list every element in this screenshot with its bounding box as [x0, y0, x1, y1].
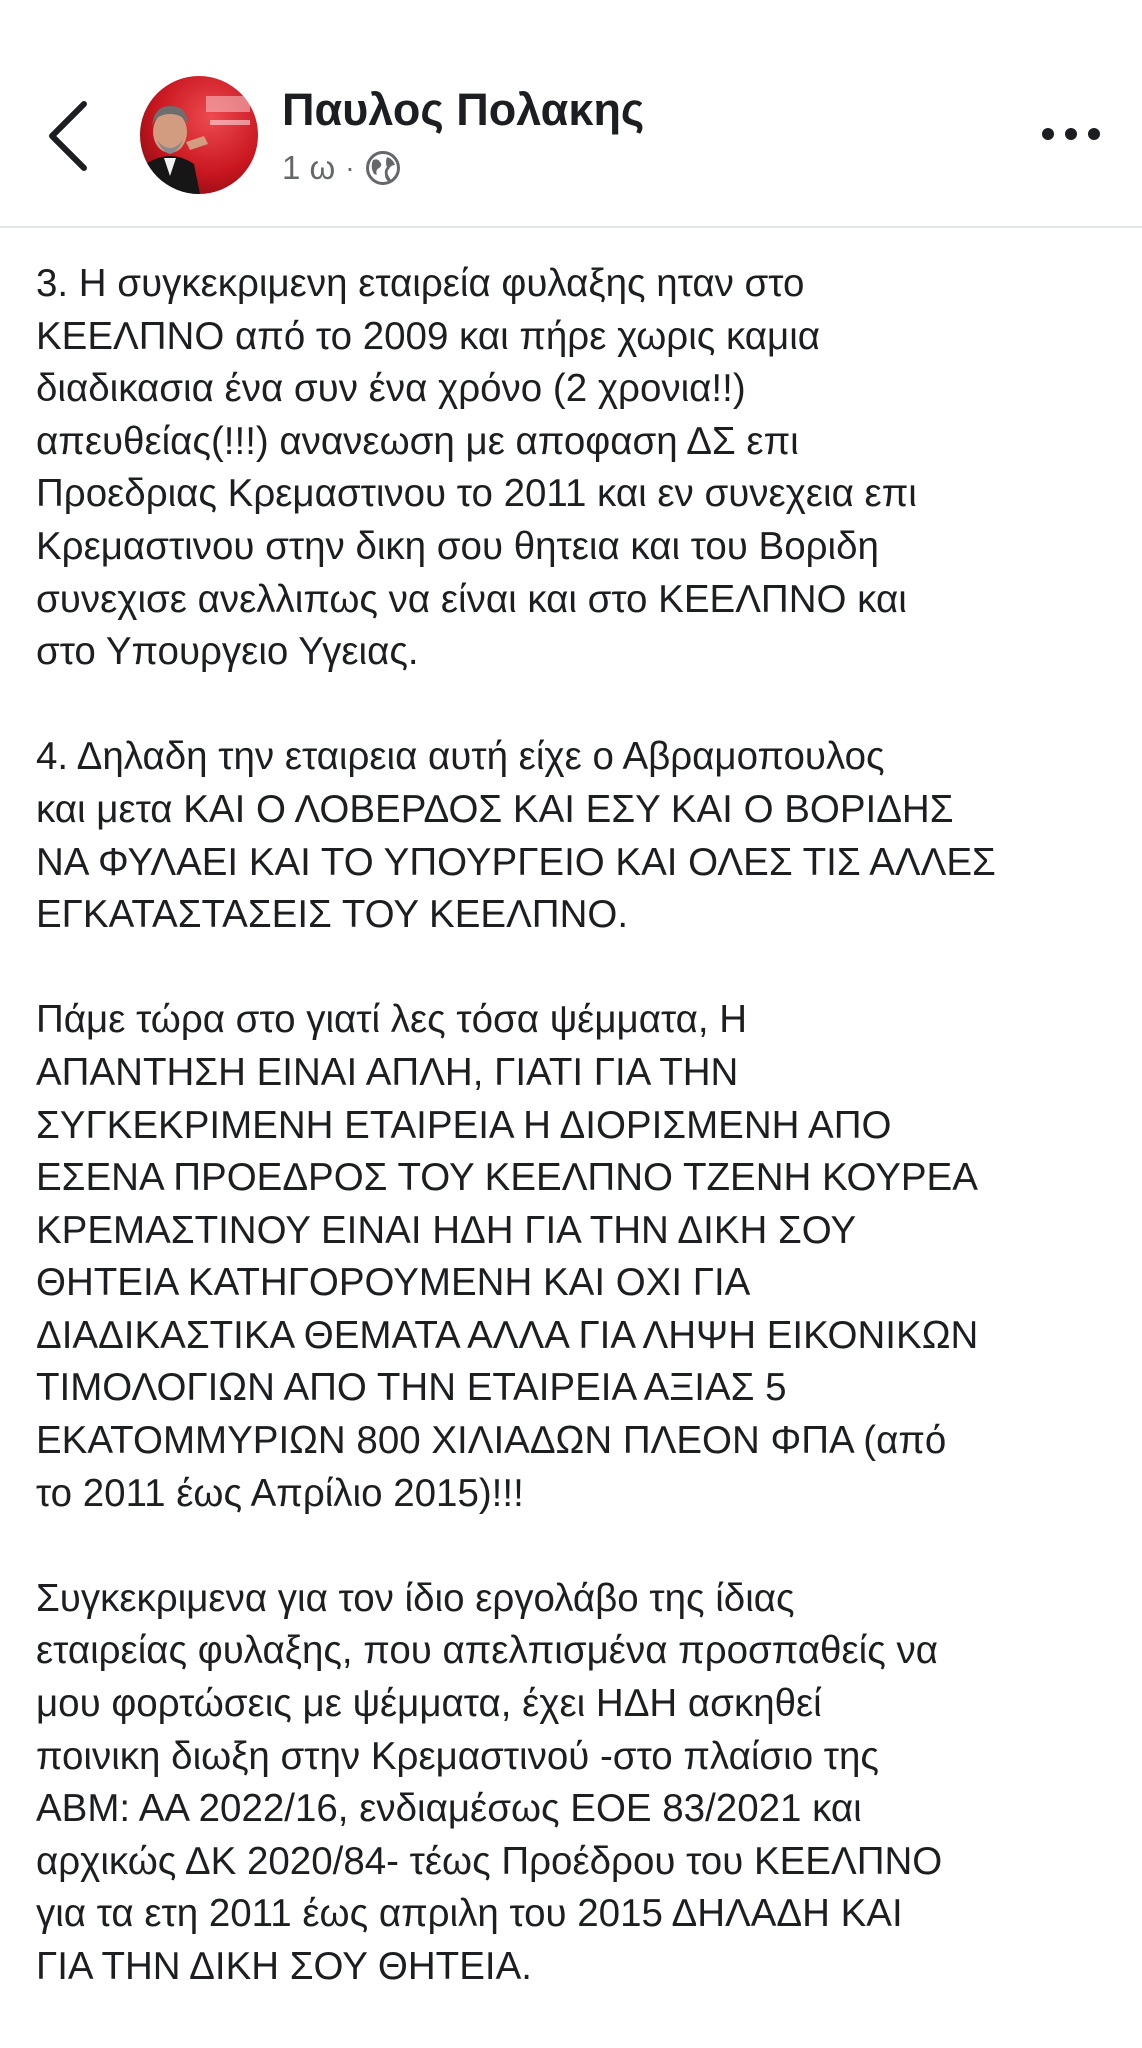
post-text-line: ΕΣΕΝΑ ΠΡΟΕΔΡΟΣ ΤΟΥ ΚΕΕΛΠΝΟ ΤΖΕΝΗ ΚΟΥΡΕΑ: [36, 1156, 978, 1200]
post-text-line: ΘΗΤΕΙΑ ΚΑΤΗΓΟΡΟΥΜΕΝΗ ΚΑΙ ΟΧΙ ΓΙΑ: [36, 1261, 751, 1305]
post-text-line: ΑΒΜ: ΑΑ 2022/16, ενδιαμέσως ΕΟΕ 83/2021 και: [36, 1787, 862, 1831]
post-text-line: ΝΑ ΦΥΛΑΕΙ ΚΑΙ ΤΟ ΥΠΟΥΡΓΕΙΟ ΚΑΙ ΟΛΕΣ ΤΙΣ ΑΛΛΕΣ: [36, 840, 996, 884]
post-text-line: συνεχισε ανελλιπως να είναι και στο ΚΕΕΛΠΝΟ και: [36, 577, 907, 621]
post-text-line: Κρεμαστινου στην δικη σου θητεια και του Βοριδη: [36, 524, 879, 568]
post-text-line: ποινικη διωξη στην Κρεμαστινού -στο πλαίσιο της: [36, 1734, 879, 1778]
post-text-line: το 2011 έως Απρίλιο 2015)!!!: [36, 1471, 524, 1515]
post-text-line: ΕΚΑΤΟΜΜΥΡΙΩΝ 800 ΧΙΛΙΑΔΩΝ ΠΛΕΟΝ ΦΠΑ (από: [36, 1419, 947, 1463]
post-paragraph: [36, 1573, 1126, 1994]
post-text-line: Συγκεκριμενα για τον ίδιο εργολάβο της ίδιας: [36, 1576, 795, 1620]
post-text-line: Πάμε τώρα στο γιατί λες τόσα ψέμματα, Η: [36, 998, 748, 1042]
avatar[interactable]: [140, 76, 258, 194]
post-paragraph: [36, 994, 1126, 1520]
author-name[interactable]: Παυλος Πολακης: [282, 84, 645, 135]
post-text-line: εταιρείας φυλαξης, που απελπισμένα προσπαθείς να: [36, 1629, 938, 1673]
more-dots-icon[interactable]: [1040, 116, 1102, 152]
post-text-line: και μετα ΚΑΙ Ο ΛΟΒΕΡΔΟΣ ΚΑΙ ΕΣΥ ΚΑΙ Ο ΒΟΡΙΔΗΣ: [36, 787, 954, 831]
post-text-line: μου φορτώσεις με ψέμματα, έχει ΗΔΗ ασκηθεί: [36, 1682, 822, 1726]
post-text-line: ΣΥΓΚΕΚΡΙΜΕΝΗ ΕΤΑΙΡΕΙΑ Η ΔΙΟΡΙΣΜΕΝΗ ΑΠΟ: [36, 1103, 892, 1147]
post-text-line: ΑΠΑΝΤΗΣΗ ΕΙΝΑΙ ΑΠΛΗ, ΓΙΑΤΙ ΓΙΑ ΤΗΝ: [36, 1050, 739, 1094]
post-text-line: στο Υπουργειο Υγειας.: [36, 630, 419, 674]
post-time[interactable]: 1 ω: [282, 149, 336, 186]
post-text-line: για τα ετη 2011 έως απριλη του 2015 ΔΗΛΑΔΗ ΚΑΙ: [36, 1892, 903, 1936]
post-text-line: ΤΙΜΟΛΟΓΙΩΝ ΑΠΟ ΤΗΝ ΕΤΑΙΡΕΙΑ ΑΞΙΑΣ 5: [36, 1366, 787, 1410]
post-header: [0, 0, 1142, 228]
post-text-line: απευθείας(!!!) ανανεωση με αποφαση ΔΣ επι: [36, 419, 799, 463]
post-text-line: 3. Η συγκεκριμενη εταιρεία φυλαξης ηταν στο: [36, 262, 805, 305]
post-text-line: ΔΙΑΔΙΚΑΣΤΙΚΑ ΘΕΜΑΤΑ ΑΛΛΑ ΓΙΑ ΛΗΨΗ ΕΙΚΟΝΙΚΩΝ: [36, 1313, 979, 1357]
post-text-line: Προεδριας Κρεμαστινου το 2011 και εν συνεχεια επι: [36, 472, 917, 516]
post-text-line: ΓΙΑ ΤΗΝ ΔΙΚΗ ΣΟΥ ΘΗΤΕΙΑ.: [36, 1945, 532, 1988]
post-text: [36, 258, 1126, 1994]
post-text-line: αρχικώς ΔΚ 2020/84- τέως Προέδρου του ΚΕΕΛΠΝΟ: [36, 1839, 943, 1883]
post-meta: [282, 146, 401, 190]
meta-separator: ·: [345, 152, 355, 183]
post-text-line: ΚΡΕΜΑΣΤΙΝΟΥ ΕΙΝΑΙ ΗΔΗ ΓΙΑ ΤΗΝ ΔΙΚΗ ΣΟΥ: [36, 1208, 857, 1252]
chevron-left-icon[interactable]: [44, 98, 94, 174]
globe-icon[interactable]: [365, 150, 401, 186]
post-paragraph: [36, 258, 1126, 679]
post-paragraph: [36, 731, 1126, 941]
post-text-line: 4. Δηλαδη την εταιρεια αυτή είχε ο Αβραμοπουλος: [36, 735, 885, 779]
post-text-line: διαδικασια ένα συν ένα χρόνο (2 χρονια!!): [36, 367, 746, 411]
post-text-line: ΕΓΚΑΤΑΣΤΑΣΕΙΣ ΤΟΥ ΚΕΕΛΠΝΟ.: [36, 893, 629, 937]
post-text-line: ΚΕΕΛΠΝΟ από το 2009 και πήρε χωρις καμια: [36, 314, 821, 358]
